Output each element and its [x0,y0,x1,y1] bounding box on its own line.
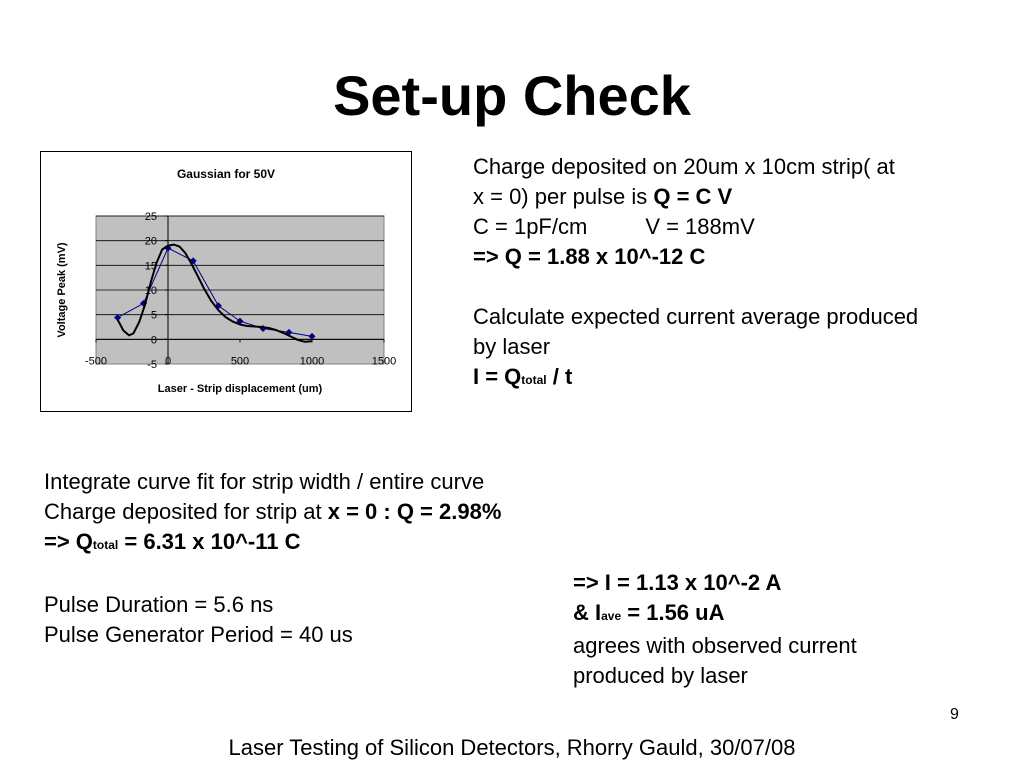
average-current-main: & I [573,600,602,625]
y-tick-label: 0 [150,334,157,347]
current-line-1: Calculate expected current average produced [473,304,919,329]
x-tick-label: -500 [84,355,108,368]
agreement-line-2: produced by laser [573,663,748,688]
agreement-line-1: agrees with observed current [573,633,857,658]
x-axis-label: Laser - Strip displacement (um) [157,383,323,395]
current-line-2: by laser [473,334,551,359]
charge-calculation-text [473,152,918,395]
y-tick-label: 25 [144,211,157,223]
charge-line-2-text: x = 0) per pulse is [473,184,654,209]
current-result-text [573,568,857,691]
charge-line-3 [473,212,918,242]
x-tick-label: 0 [164,355,172,368]
capacitance-value: C = 1pF/cm [473,214,588,239]
charge-formula: Q = C V [653,184,733,209]
total-charge-main: => Q [44,529,93,554]
current-result: => I = 1.13 x 10^-2 A [573,570,782,595]
y-axis-label: Voltage Peak (mV) [56,242,68,338]
charge-line-2 [473,182,918,212]
x-tick-label: 1500 [371,355,397,368]
total-charge-sub: total [92,538,119,552]
average-current-value: = 1.56 uA [621,600,725,625]
slide-footer: Laser Testing of Silicon Detectors, Rhorry Gauld, 30/07/08 [228,735,796,760]
current-formula-main: I = Q [473,364,522,389]
x-tick-label: 500 [230,355,250,368]
pulse-period: Pulse Generator Period = 40 us [44,622,353,647]
average-current-sub: ave [601,609,622,623]
total-charge-value: = 6.31 x 10^-11 C [118,529,301,554]
strip-charge-fraction: x = 0 : Q = 2.98% [327,499,502,524]
average-current [573,598,857,631]
y-tick-label: 5 [150,309,157,322]
y-tick-label: 10 [144,285,157,297]
integration-line-1: Integrate curve fit for strip width / entire curve [44,469,485,494]
integration-text [44,467,501,650]
current-formula-sub: total [521,373,547,387]
integration-line-2 [44,497,501,527]
gaussian-chart [41,152,411,411]
y-tick-label: 20 [144,235,157,248]
blank-line [44,560,501,590]
y-tick-label: -5 [147,359,157,371]
chart-title: Gaussian for 50V [176,167,276,181]
slide-number: 9 [950,706,959,723]
charge-line-1: Charge deposited on 20um x 10cm strip( at [473,154,895,179]
x-tick-label: 1000 [299,355,325,368]
integration-line-2-text: Charge deposited for strip at [44,499,328,524]
charge-result: => Q = 1.88 x 10^-12 C [473,244,706,269]
voltage-value: V = 188mV [645,214,755,239]
pulse-duration: Pulse Duration = 5.6 ns [44,592,274,617]
blank-line [473,272,918,302]
chart-frame [40,151,412,412]
current-formula [473,362,918,395]
total-charge [44,527,501,560]
y-tick-label: 15 [144,260,157,273]
slide-title: Set-up Check [333,64,691,127]
current-formula-post: / t [546,364,573,389]
